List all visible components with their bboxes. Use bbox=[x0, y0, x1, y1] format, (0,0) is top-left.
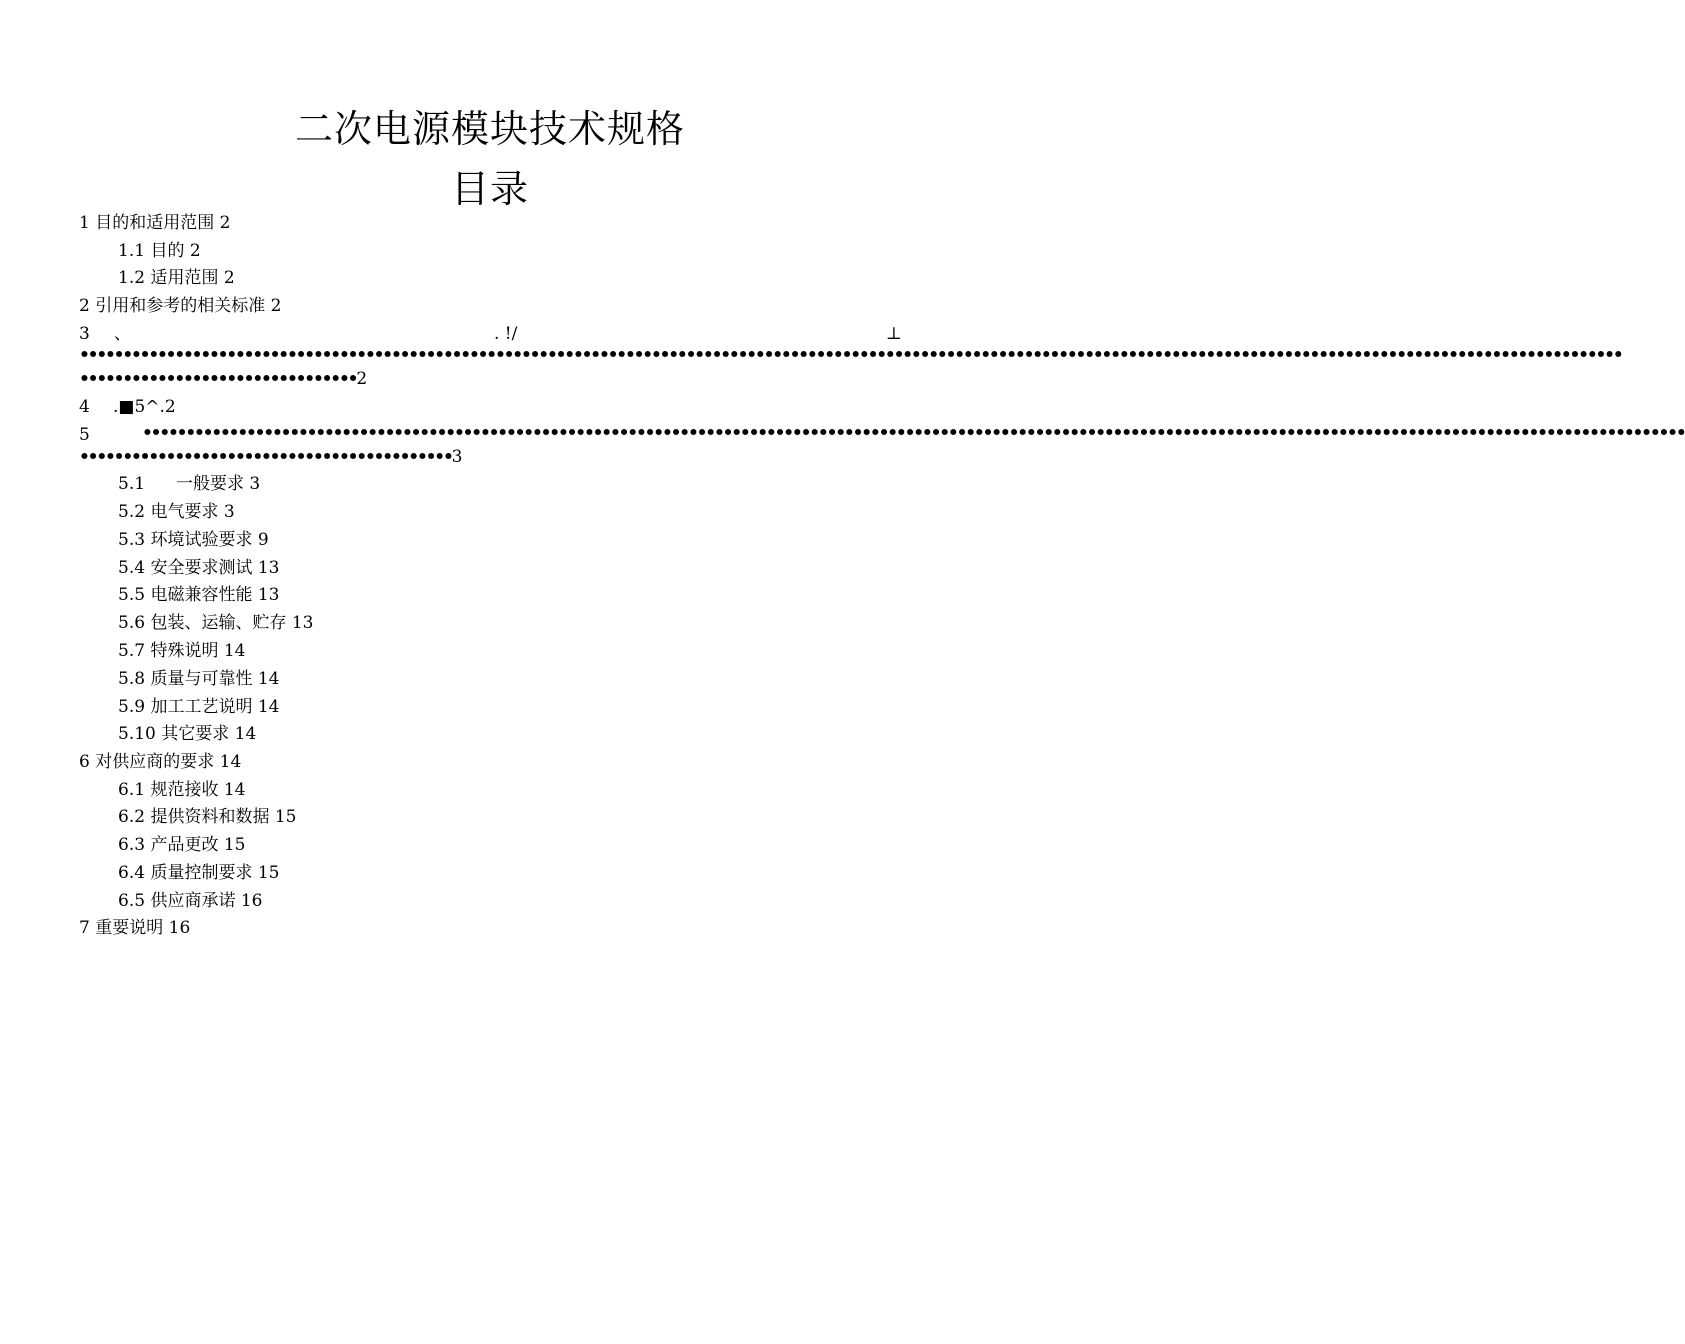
toc-entry-3-mark-b: . !/ bbox=[494, 324, 518, 344]
toc-entry-5-leader-dots: •••••••••••••••••••••••••••••••••••••••••••••••••••••••••••••••••••••••••••••••••••••••••••••••••••••••••••••••••••••••••••••••••••••••••••••••••••••••••••••••••••••••••••••••••• bbox=[142, 423, 1685, 443]
toc-entry-5-6: 5.6 包装、运输、贮存 13 bbox=[118, 613, 314, 633]
toc-entry-6-5: 6.5 供应商承诺 16 bbox=[118, 891, 263, 911]
toc-entry-3-mark-a: 、 bbox=[114, 324, 131, 344]
toc-entry-1: 1 目的和适用范围 2 bbox=[79, 213, 231, 233]
toc-entry-5-page: 3 bbox=[451, 447, 463, 467]
toc-entry-5-10: 5.10 其它要求 14 bbox=[118, 724, 257, 744]
toc-entry-5-leader-end bbox=[79, 447, 462, 467]
toc-entry-7: 7 重要说明 16 bbox=[79, 918, 191, 938]
toc-entry-6-2: 6.2 提供资料和数据 15 bbox=[118, 807, 297, 827]
toc-entry-5-1-number: 5.1 bbox=[118, 474, 146, 494]
toc-entry-6-1: 6.1 规范接收 14 bbox=[118, 780, 246, 800]
toc-entry-5-3: 5.3 环境试验要求 9 bbox=[118, 530, 269, 550]
toc-entry-5-4: 5.4 安全要求测试 13 bbox=[118, 558, 280, 578]
document-title: 二次电源模块技术规格 bbox=[294, 107, 685, 151]
toc-entry-5-9: 5.9 加工工艺说明 14 bbox=[118, 697, 280, 717]
toc-entry-3-leader-dots-2: •••••••••••••••••••••••••••••••• bbox=[79, 369, 357, 389]
toc-entry-6: 6 对供应商的要求 14 bbox=[79, 752, 242, 772]
toc-entry-1-1: 1.1 目的 2 bbox=[118, 241, 201, 261]
toc-entry-5-7: 5.7 特殊说明 14 bbox=[118, 641, 246, 661]
toc-entry-3-number: 3 bbox=[79, 324, 90, 344]
toc-entry-5-2: 5.2 电气要求 3 bbox=[118, 502, 235, 522]
toc-entry-6-3: 6.3 产品更改 15 bbox=[118, 835, 246, 855]
toc-entry-5-8: 5.8 质量与可靠性 14 bbox=[118, 669, 280, 689]
toc-entry-3-leader-end bbox=[79, 369, 367, 389]
toc-entry-2: 2 引用和参考的相关标准 2 bbox=[79, 296, 282, 316]
toc-entry-5-5: 5.5 电磁兼容性能 13 bbox=[118, 585, 280, 605]
toc-heading: 目录 bbox=[450, 167, 529, 211]
toc-entry-5-1-text: 一般要求 3 bbox=[176, 474, 261, 494]
toc-entry-3-page: 2 bbox=[356, 369, 368, 389]
toc-entry-5-number: 5 bbox=[79, 425, 90, 445]
toc-entry-1-2: 1.2 适用范围 2 bbox=[118, 268, 235, 288]
toc-entry-6-4: 6.4 质量控制要求 15 bbox=[118, 863, 280, 883]
toc-entry-4-text: .■5^.2 bbox=[113, 397, 176, 417]
toc-entry-5-leader-dots-2: ••••••••••••••••••••••••••••••••••••••••••• bbox=[79, 447, 452, 467]
toc-entry-4-number: 4 bbox=[79, 397, 90, 417]
toc-entry-3-mark-c: ⊥ bbox=[886, 324, 902, 344]
toc-entry-3-leader-dots: •••••••••••••••••••••••••••••••••••••••••••••••••••••••••••••••••••••••••••••••••••••••••••••••••••••••••••••••••••••••••••••••••••••••••••••••••••••••••••••••••••••••••••••••••• bbox=[79, 345, 1622, 365]
